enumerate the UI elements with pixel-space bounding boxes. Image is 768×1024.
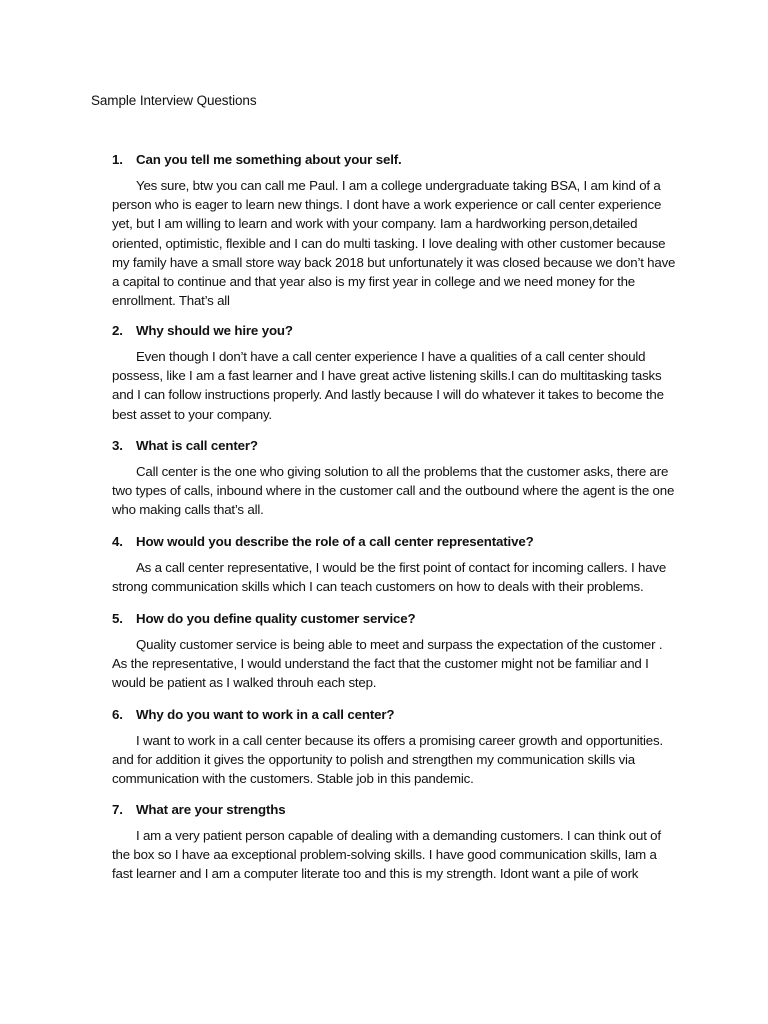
qa-item [112, 150, 678, 310]
question-text: Why do you want to work in a call center? [136, 707, 395, 722]
question-number: 6. [112, 707, 123, 722]
question-number: 4. [112, 534, 123, 549]
document-title: Sample Interview Questions [91, 93, 257, 108]
qa-item [112, 609, 678, 693]
question-text: Can you tell me something about your self. [136, 152, 402, 167]
qa-item [112, 705, 678, 789]
question [112, 321, 678, 340]
question-text: How would you describe the role of a call center representative? [136, 534, 534, 549]
question-text: What are your strengths [136, 802, 286, 817]
question [112, 150, 678, 169]
question [112, 800, 678, 819]
qa-item [112, 436, 678, 520]
qa-item [112, 321, 678, 424]
question-text: How do you define quality customer service? [136, 611, 416, 626]
question-text: What is call center? [136, 438, 258, 453]
qa-item [112, 800, 678, 884]
answer-text: Quality customer service is being able to meet and surpass the expectation of the customer . As the representative, I would understand the fact that the customer might not be familiar and I would be patient as I walked throuh each step. [112, 637, 663, 691]
question [112, 436, 678, 455]
qa-item [112, 532, 678, 596]
answer-text: Yes sure, btw you can call me Paul. I am a college undergraduate taking BSA, I am kind of a person who is eager to learn new things. I dont have a work experience or call center experience yet, but I am willing to learn and work with your company. Iam a hardworking person,detailed oriented, optimistic, flexible and I can do multi tasking. I love dealing with other customer because my family have a small store way back 2018 but unfortunately it was closed because we don’t have a capital to continue and that year also is my first year in college and we need money for the enrollment. That’s all [112, 178, 676, 309]
answer-text: Call center is the one who giving solution to all the problems that the customer asks, there are two types of calls, inbound where in the customer call and the outbound where the agent is the one who making calls that’s all. [112, 464, 675, 518]
question [112, 532, 678, 551]
question-number: 3. [112, 438, 123, 453]
answer-text: I am a very patient person capable of dealing with a demanding customers. I can think out of the box so I have aa exceptional problem-solving skills. I have good communication skills, Iam a fast learner and I am a computer literate too and this is my strength. Idont want a pile of work [112, 828, 661, 882]
question-number: 1. [112, 152, 123, 167]
question [112, 609, 678, 628]
answer-text: As a call center representative, I would be the first point of contact for incoming callers. I have strong communication skills which I can teach customers on how to deals with their problems. [112, 560, 667, 595]
question [112, 705, 678, 724]
answer-text: I want to work in a call center because its offers a promising career growth and opportunities. and for addition it gives the opportunity to polish and strengthen my communication skills via communication with the customers. Stable job in this pandemic. [112, 733, 663, 787]
answer-text: Even though I don’t have a call center experience I have a qualities of a call center should possess, like I am a fast learner and I have great active listening skills.I can do multitasking tasks and I can follow instructions properly. And lastly because I will do whatever it takes to become the best asset to your company. [112, 349, 664, 422]
question-number: 5. [112, 611, 123, 626]
question-number: 2. [112, 323, 123, 338]
question-number: 7. [112, 802, 123, 817]
question-text: Why should we hire you? [136, 323, 293, 338]
